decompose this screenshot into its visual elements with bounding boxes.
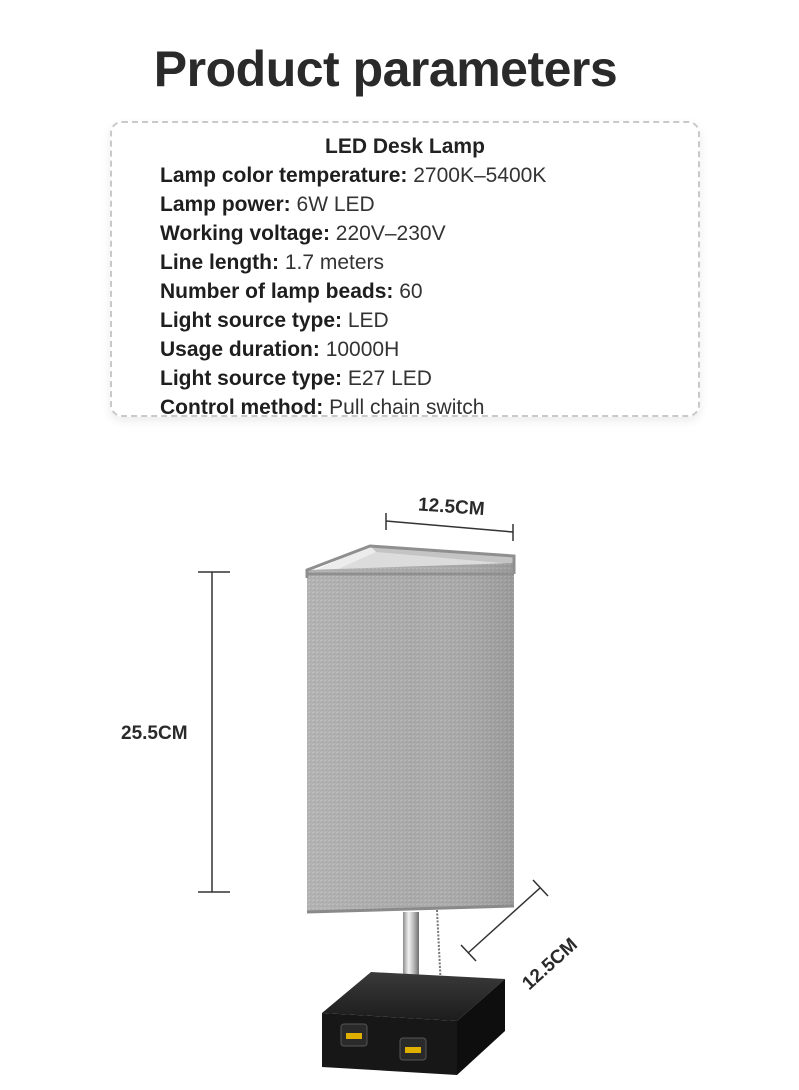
page-title: Product parameters bbox=[153, 41, 618, 97]
spec-row-color-temperature bbox=[160, 161, 546, 190]
spec-value: 10000H bbox=[319, 338, 400, 361]
usb-port-icon bbox=[341, 1024, 367, 1046]
top-width-label: 12.5CM bbox=[417, 494, 486, 521]
spec-value: 6W LED bbox=[290, 193, 375, 216]
lamp-base bbox=[322, 972, 505, 1075]
spec-value: 220V–230V bbox=[329, 222, 446, 245]
spec-value: E27 LED bbox=[342, 367, 432, 390]
spec-row-control-method bbox=[160, 393, 546, 422]
spec-key: Lamp power: bbox=[160, 193, 291, 216]
spec-value: 60 bbox=[393, 280, 423, 303]
lamp-shade bbox=[307, 546, 514, 912]
height-dimension bbox=[121, 572, 230, 892]
spec-key: Light source type: bbox=[160, 367, 343, 390]
spec-row-light-source-2 bbox=[160, 364, 546, 393]
spec-key: Lamp color temperature: bbox=[160, 164, 408, 187]
spec-value: LED bbox=[342, 309, 389, 332]
spec-value: 1.7 meters bbox=[279, 251, 385, 274]
spec-key: Line length: bbox=[160, 251, 279, 274]
spec-row-light-source bbox=[160, 306, 546, 335]
usb-port-icon bbox=[400, 1038, 426, 1060]
spec-row-lamp-beads bbox=[160, 277, 546, 306]
spec-value: Pull chain switch bbox=[323, 396, 485, 419]
spec-heading: LED Desk Lamp bbox=[325, 135, 485, 158]
spec-key: Number of lamp beads: bbox=[160, 280, 394, 303]
top-width-dimension bbox=[386, 494, 513, 541]
spec-value: 2700K–5400K bbox=[407, 164, 547, 187]
spec-list bbox=[160, 161, 546, 422]
spec-row-lamp-power bbox=[160, 190, 546, 219]
spec-key: Control method: bbox=[160, 396, 324, 419]
spec-row-usage-duration bbox=[160, 335, 546, 364]
spec-key: Light source type: bbox=[160, 309, 343, 332]
spec-card bbox=[110, 121, 700, 417]
lamp-diagram bbox=[0, 440, 799, 1090]
spec-key: Usage duration: bbox=[160, 338, 320, 361]
spec-row-working-voltage bbox=[160, 219, 546, 248]
spec-row-line-length bbox=[160, 248, 546, 277]
height-label: 25.5CM bbox=[121, 723, 188, 744]
depth-label: 12.5CM bbox=[518, 934, 582, 995]
spec-key: Working voltage: bbox=[160, 222, 330, 245]
